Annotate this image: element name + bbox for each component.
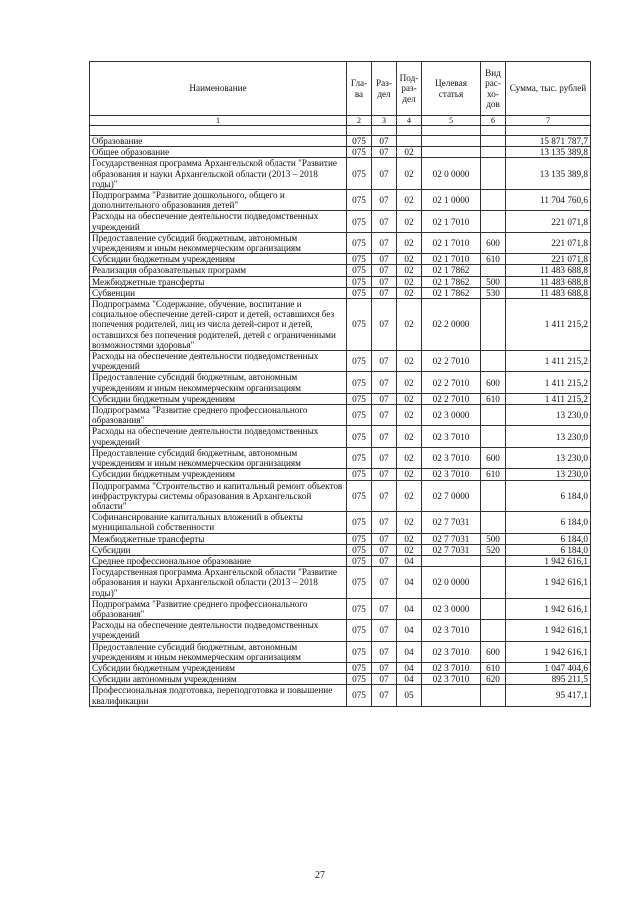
row-podrazdel: 02 <box>397 426 422 447</box>
row-sum: 13 135 389,8 <box>506 158 591 190</box>
row-target: 02 0 0000 <box>422 158 481 190</box>
row-glava: 075 <box>347 265 372 276</box>
row-glava: 075 <box>347 276 372 287</box>
row-vid <box>481 190 506 211</box>
row-name: Расходы на обеспечение деятельности подведомственных учреждений <box>90 620 347 641</box>
row-name: Субсидии <box>90 544 347 555</box>
table-row <box>90 512 591 533</box>
row-razdel: 07 <box>372 641 397 662</box>
row-name: Среднее профессиональное образование <box>90 555 347 566</box>
row-sum: 6 184,0 <box>506 480 591 512</box>
row-podrazdel <box>397 136 422 147</box>
row-podrazdel: 02 <box>397 158 422 190</box>
row-glava: 075 <box>347 158 372 190</box>
row-podrazdel: 02 <box>397 254 422 265</box>
table-row <box>90 211 591 232</box>
row-razdel: 07 <box>372 567 397 599</box>
row-glava: 075 <box>347 190 372 211</box>
row-vid <box>481 620 506 641</box>
column-number: 5 <box>422 116 481 126</box>
row-target: 02 7 7031 <box>422 512 481 533</box>
row-podrazdel: 02 <box>397 393 422 404</box>
row-sum: 13 230,0 <box>506 405 591 426</box>
row-vid: 600 <box>481 372 506 393</box>
row-name: Подпрограмма "Развитие среднего профессионального образования" <box>90 598 347 619</box>
table-row <box>90 598 591 619</box>
table-row <box>90 276 591 287</box>
row-name: Подпрограмма "Развитие среднего профессионального образования" <box>90 405 347 426</box>
row-podrazdel: 02 <box>397 512 422 533</box>
row-glava: 075 <box>347 447 372 468</box>
row-razdel: 07 <box>372 287 397 298</box>
row-sum: 1 942 616,1 <box>506 567 591 599</box>
column-number: 6 <box>481 116 506 126</box>
row-vid <box>481 299 506 351</box>
row-name: Государственная программа Архангельской области "Развитие образования и науки Архангельской области (2013 – 2018 годы)" <box>90 158 347 190</box>
table-row <box>90 426 591 447</box>
row-glava: 075 <box>347 567 372 599</box>
row-glava: 075 <box>347 469 372 480</box>
table-row <box>90 405 591 426</box>
row-podrazdel: 04 <box>397 620 422 641</box>
row-vid <box>481 555 506 566</box>
row-razdel: 07 <box>372 674 397 685</box>
row-razdel: 07 <box>372 685 397 706</box>
row-glava: 075 <box>347 254 372 265</box>
table-row <box>90 447 591 468</box>
row-glava: 075 <box>347 685 372 706</box>
row-razdel: 07 <box>372 393 397 404</box>
row-glava: 075 <box>347 674 372 685</box>
row-razdel: 07 <box>372 211 397 232</box>
row-glava: 075 <box>347 641 372 662</box>
row-target: 02 1 7010 <box>422 254 481 265</box>
row-target: 02 7 0000 <box>422 480 481 512</box>
row-vid <box>481 567 506 599</box>
row-glava: 075 <box>347 147 372 158</box>
row-glava: 075 <box>347 372 372 393</box>
table-row <box>90 567 591 599</box>
row-name: Межбюджетные трансферты <box>90 533 347 544</box>
row-glava: 075 <box>347 512 372 533</box>
column-number: 3 <box>372 116 397 126</box>
row-podrazdel: 04 <box>397 641 422 662</box>
row-vid: 530 <box>481 287 506 298</box>
row-glava: 075 <box>347 544 372 555</box>
row-target <box>422 136 481 147</box>
row-razdel: 07 <box>372 372 397 393</box>
row-sum: 11 483 688,8 <box>506 265 591 276</box>
row-sum: 1 047 404,6 <box>506 662 591 673</box>
row-sum: 15 871 787,7 <box>506 136 591 147</box>
row-glava: 075 <box>347 662 372 673</box>
row-sum: 13 230,0 <box>506 426 591 447</box>
row-name: Предоставление субсидий бюджетным, автономным учреждениям и иным некоммерческим организациям <box>90 447 347 468</box>
header-sum: Сумма, тыс. рублей <box>506 62 591 116</box>
row-podrazdel: 02 <box>397 299 422 351</box>
row-name: Софинансирование капитальных вложений в объекты муниципальной собственности <box>90 512 347 533</box>
row-glava: 075 <box>347 426 372 447</box>
row-target: 02 2 0000 <box>422 299 481 351</box>
row-sum: 11 483 688,8 <box>506 287 591 298</box>
row-sum: 13 230,0 <box>506 469 591 480</box>
table-row <box>90 393 591 404</box>
row-podrazdel: 02 <box>397 544 422 555</box>
row-name: Межбюджетные трансферты <box>90 276 347 287</box>
row-sum: 11 483 688,8 <box>506 276 591 287</box>
row-vid: 610 <box>481 393 506 404</box>
row-razdel: 07 <box>372 254 397 265</box>
table-row <box>90 662 591 673</box>
row-glava: 075 <box>347 136 372 147</box>
row-podrazdel: 02 <box>397 147 422 158</box>
row-sum: 1 942 616,1 <box>506 641 591 662</box>
table-row <box>90 533 591 544</box>
row-glava: 075 <box>347 555 372 566</box>
row-razdel: 07 <box>372 469 397 480</box>
row-target: 02 2 7010 <box>422 372 481 393</box>
row-podrazdel: 02 <box>397 469 422 480</box>
row-target: 02 3 7010 <box>422 469 481 480</box>
row-target: 02 3 7010 <box>422 447 481 468</box>
row-podrazdel: 02 <box>397 287 422 298</box>
row-razdel: 07 <box>372 447 397 468</box>
row-podrazdel: 04 <box>397 674 422 685</box>
table-row <box>90 232 591 253</box>
row-razdel: 07 <box>372 405 397 426</box>
row-podrazdel: 02 <box>397 190 422 211</box>
table-row <box>90 544 591 555</box>
row-target: 02 1 0000 <box>422 190 481 211</box>
row-razdel: 07 <box>372 351 397 372</box>
page-number: 27 <box>315 870 325 881</box>
row-target: 02 3 7010 <box>422 620 481 641</box>
row-podrazdel: 05 <box>397 685 422 706</box>
row-glava: 075 <box>347 287 372 298</box>
table-row <box>90 555 591 566</box>
row-name: Образование <box>90 136 347 147</box>
header-row <box>90 62 591 116</box>
row-razdel: 07 <box>372 544 397 555</box>
row-razdel: 07 <box>372 480 397 512</box>
row-name: Предоставление субсидий бюджетным, автономным учреждениям и иным некоммерческим организациям <box>90 641 347 662</box>
header-glava: Гла-ва <box>347 62 372 116</box>
budget-table <box>89 61 591 707</box>
table-row <box>90 147 591 158</box>
row-podrazdel: 02 <box>397 447 422 468</box>
row-sum: 1 411 215,2 <box>506 393 591 404</box>
row-podrazdel: 02 <box>397 372 422 393</box>
row-target: 02 1 7862 <box>422 265 481 276</box>
spacer-cell <box>90 126 347 136</box>
row-vid <box>481 405 506 426</box>
row-vid: 520 <box>481 544 506 555</box>
row-target: 02 3 7010 <box>422 674 481 685</box>
table-row <box>90 620 591 641</box>
row-name: Предоставление субсидий бюджетным, автономным учреждениям и иным некоммерческим организациям <box>90 232 347 253</box>
row-vid: 500 <box>481 533 506 544</box>
row-glava: 075 <box>347 299 372 351</box>
row-name: Предоставление субсидий бюджетным, автономным учреждениям и иным некоммерческим организациям <box>90 372 347 393</box>
row-sum: 1 942 616,1 <box>506 555 591 566</box>
table-row <box>90 287 591 298</box>
row-podrazdel: 02 <box>397 351 422 372</box>
row-vid <box>481 136 506 147</box>
table-row <box>90 351 591 372</box>
column-number: 7 <box>506 116 591 126</box>
row-sum: 1 942 616,1 <box>506 598 591 619</box>
row-podrazdel: 02 <box>397 232 422 253</box>
row-glava: 075 <box>347 351 372 372</box>
row-name: Субсидии бюджетным учреждениям <box>90 469 347 480</box>
row-vid <box>481 351 506 372</box>
row-target <box>422 555 481 566</box>
row-sum: 6 184,0 <box>506 544 591 555</box>
row-name: Подпрограмма "Развитие дошкольного, общего и дополнительного образования детей" <box>90 190 347 211</box>
column-number-row <box>90 116 591 126</box>
row-razdel: 07 <box>372 299 397 351</box>
table-row <box>90 254 591 265</box>
table-row <box>90 190 591 211</box>
row-sum: 95 417,1 <box>506 685 591 706</box>
row-sum: 1 942 616,1 <box>506 620 591 641</box>
row-target: 02 3 0000 <box>422 598 481 619</box>
row-glava: 075 <box>347 405 372 426</box>
row-sum: 221 071,8 <box>506 232 591 253</box>
row-name: Субсидии бюджетным учреждениям <box>90 254 347 265</box>
row-razdel: 07 <box>372 147 397 158</box>
row-sum: 895 211,5 <box>506 674 591 685</box>
row-glava: 075 <box>347 620 372 641</box>
row-target: 02 1 7010 <box>422 211 481 232</box>
header-target: Целевая статья <box>422 62 481 116</box>
table-row <box>90 480 591 512</box>
row-vid: 610 <box>481 469 506 480</box>
row-name: Реализация образовательных программ <box>90 265 347 276</box>
table-row <box>90 372 591 393</box>
row-vid <box>481 158 506 190</box>
row-sum: 1 411 215,2 <box>506 299 591 351</box>
row-target: 02 2 7010 <box>422 351 481 372</box>
spacer-cell <box>422 126 481 136</box>
row-vid <box>481 426 506 447</box>
table-row <box>90 685 591 706</box>
row-podrazdel: 04 <box>397 662 422 673</box>
row-name: Подпрограмма "Содержание, обучение, воспитание и социальное обеспечение детей-сирот и детей, оставшихся без попечения родителей, лиц из числа детей-сирот и детей, оставшихся без попечения родителей, детей с ограниченными возможностями здоровья" <box>90 299 347 351</box>
row-razdel: 07 <box>372 533 397 544</box>
row-razdel: 07 <box>372 136 397 147</box>
row-vid: 600 <box>481 447 506 468</box>
row-sum: 6 184,0 <box>506 533 591 544</box>
spacer-row <box>90 126 591 136</box>
row-podrazdel: 02 <box>397 265 422 276</box>
row-target: 02 3 7010 <box>422 662 481 673</box>
row-name: Субсидии автономным учреждениям <box>90 674 347 685</box>
row-target <box>422 147 481 158</box>
row-razdel: 07 <box>372 190 397 211</box>
row-glava: 075 <box>347 480 372 512</box>
row-glava: 075 <box>347 598 372 619</box>
row-target: 02 1 7010 <box>422 232 481 253</box>
row-podrazdel: 02 <box>397 211 422 232</box>
column-number: 2 <box>347 116 372 126</box>
row-razdel: 07 <box>372 426 397 447</box>
row-target: 02 3 7010 <box>422 426 481 447</box>
row-target: 02 7 7031 <box>422 533 481 544</box>
row-sum: 1 411 215,2 <box>506 372 591 393</box>
row-vid <box>481 211 506 232</box>
row-podrazdel: 02 <box>397 480 422 512</box>
row-name: Подпрограмма "Строительство и капитальный ремонт объектов инфраструктуры системы образования в Архангельской области" <box>90 480 347 512</box>
row-razdel: 07 <box>372 620 397 641</box>
header-vid: Вид рас-хо-дов <box>481 62 506 116</box>
table-row <box>90 265 591 276</box>
row-name: Расходы на обеспечение деятельности подведомственных учреждений <box>90 426 347 447</box>
row-razdel: 07 <box>372 555 397 566</box>
row-glava: 075 <box>347 232 372 253</box>
row-name: Государственная программа Архангельской области "Развитие образования и науки Архангельской области (2013 – 2018 годы)" <box>90 567 347 599</box>
table-row <box>90 641 591 662</box>
row-glava: 075 <box>347 533 372 544</box>
row-glava: 075 <box>347 211 372 232</box>
row-vid: 610 <box>481 662 506 673</box>
row-podrazdel: 02 <box>397 533 422 544</box>
row-target: 02 3 0000 <box>422 405 481 426</box>
table-row <box>90 136 591 147</box>
column-number: 4 <box>397 116 422 126</box>
row-podrazdel: 04 <box>397 555 422 566</box>
row-target: 02 2 7010 <box>422 393 481 404</box>
spacer-cell <box>372 126 397 136</box>
row-sum: 221 071,8 <box>506 211 591 232</box>
row-target <box>422 685 481 706</box>
row-sum: 221 071,8 <box>506 254 591 265</box>
row-name: Расходы на обеспечение деятельности подведомственных учреждений <box>90 351 347 372</box>
row-vid <box>481 512 506 533</box>
table-row <box>90 299 591 351</box>
row-razdel: 07 <box>372 232 397 253</box>
row-vid <box>481 685 506 706</box>
row-vid: 610 <box>481 254 506 265</box>
row-glava: 075 <box>347 393 372 404</box>
row-vid: 500 <box>481 276 506 287</box>
spacer-cell <box>506 126 591 136</box>
row-sum: 13 135 389,8 <box>506 147 591 158</box>
row-razdel: 07 <box>372 265 397 276</box>
row-vid: 600 <box>481 641 506 662</box>
row-podrazdel: 04 <box>397 567 422 599</box>
row-vid <box>481 265 506 276</box>
row-name: Расходы на обеспечение деятельности подведомственных учреждений <box>90 211 347 232</box>
row-target: 02 1 7862 <box>422 287 481 298</box>
row-razdel: 07 <box>372 598 397 619</box>
row-vid <box>481 147 506 158</box>
row-name: Субвенции <box>90 287 347 298</box>
row-razdel: 07 <box>372 276 397 287</box>
row-vid <box>481 480 506 512</box>
header-name: Наименование <box>90 62 347 116</box>
row-name: Субсидии бюджетным учреждениям <box>90 393 347 404</box>
row-razdel: 07 <box>372 512 397 533</box>
spacer-cell <box>481 126 506 136</box>
spacer-cell <box>397 126 422 136</box>
row-sum: 11 704 760,6 <box>506 190 591 211</box>
row-vid: 600 <box>481 232 506 253</box>
column-number: 1 <box>90 116 347 126</box>
row-razdel: 07 <box>372 662 397 673</box>
table-row <box>90 158 591 190</box>
row-podrazdel: 02 <box>397 405 422 426</box>
header-podrazdel: Под-раз-дел <box>397 62 422 116</box>
row-target: 02 3 7010 <box>422 641 481 662</box>
row-vid: 620 <box>481 674 506 685</box>
row-name: Профессиональная подготовка, переподготовка и повышение квалификации <box>90 685 347 706</box>
row-target: 02 0 0000 <box>422 567 481 599</box>
row-name: Субсидии бюджетным учреждениям <box>90 662 347 673</box>
row-target: 02 1 7862 <box>422 276 481 287</box>
table-row <box>90 469 591 480</box>
row-sum: 1 411 215,2 <box>506 351 591 372</box>
row-vid <box>481 598 506 619</box>
spacer-cell <box>347 126 372 136</box>
row-target: 02 7 7031 <box>422 544 481 555</box>
row-podrazdel: 04 <box>397 598 422 619</box>
header-razdel: Раз-дел <box>372 62 397 116</box>
row-sum: 6 184,0 <box>506 512 591 533</box>
row-razdel: 07 <box>372 158 397 190</box>
row-podrazdel: 02 <box>397 276 422 287</box>
row-sum: 13 230,0 <box>506 447 591 468</box>
row-name: Общее образование <box>90 147 347 158</box>
table-body <box>90 136 591 707</box>
table-row <box>90 674 591 685</box>
